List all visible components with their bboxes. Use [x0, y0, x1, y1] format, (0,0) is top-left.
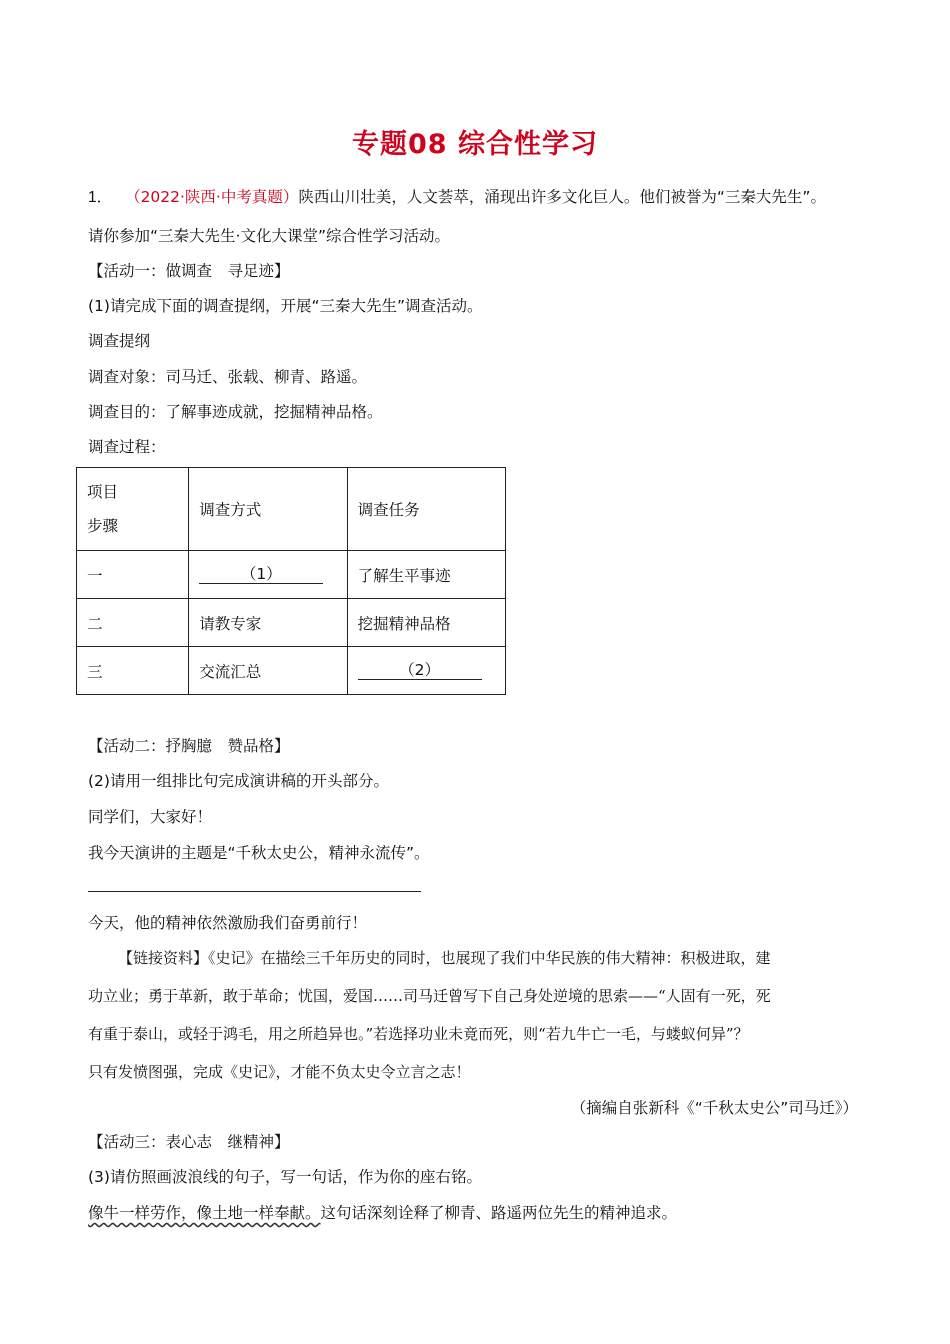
question-source: （2022·陕西·中考真题） — [125, 188, 299, 206]
page-title: 专题08 综合性学习 — [352, 129, 598, 160]
survey-targets: 调查对象：司马迁、张载、柳青、路遥。 — [88, 368, 368, 386]
table-row — [77, 599, 506, 647]
answer-blank-2[interactable]: （2） — [358, 661, 482, 680]
motto-example — [88, 1203, 677, 1223]
activity2-task: (2)请用一组排比句完成演讲稿的开头部分。 — [88, 772, 389, 790]
header-item: 项目 — [87, 483, 119, 501]
link-line-4: 只有发愤图强，完成《史记》，才能不负太史令立言之志！ — [88, 1063, 471, 1081]
row1-step: 一 — [77, 551, 189, 599]
activity1-task: (1)请完成下面的调查提纲，开展“三秦大先生”调查活动。 — [88, 297, 483, 315]
row1-method-cell — [189, 551, 347, 599]
question-intro-2: 请你参加“三秦大先生·文化大课堂”综合性学习活动。 — [88, 227, 450, 245]
header-method: 调查方式 — [189, 468, 347, 551]
question-number: 1． — [88, 189, 113, 206]
table-row — [77, 551, 506, 599]
question-intro-1: 陕西山川壮美，人文荟萃，涌现出许多文化巨人。他们被誉为“三秦大先生”。 — [298, 188, 826, 206]
link-line-2: 功立业；勇于革新，敢于革命；忧国，爱国……司马迁曾写下自己身处逆境的思索——“人固有一死，死 — [88, 987, 771, 1005]
survey-table — [76, 467, 506, 695]
link-line-1: 【链接资料】《史记》在描绘三千年历史的同时，也展现了我们中华民族的伟大精神：积极进取，建 — [118, 949, 771, 967]
header-step: 步骤 — [87, 517, 119, 535]
link-line-3: 有重于泰山，或轻于鸿毛，用之所趋异也。”若选择功业未竟而死，则“若九牛亡一毛，与蝼蚁何异”？ — [88, 1025, 749, 1043]
header-task: 调查任务 — [347, 468, 505, 551]
table-header-corner — [77, 468, 189, 551]
activity3-heading: 【活动三：表心志 继精神】 — [88, 1133, 290, 1151]
row2-method: 请教专家 — [189, 599, 347, 647]
activity3-task: (3)请仿照画波浪线的句子，写一句话，作为你的座右铭。 — [88, 1168, 482, 1186]
row1-task: 了解生平事迹 — [347, 551, 505, 599]
row3-method: 交流汇总 — [189, 647, 347, 695]
outline-title: 调查提纲 — [88, 332, 151, 350]
answer-blank-1[interactable]: （1） — [199, 565, 323, 584]
question-line — [88, 187, 826, 208]
table-header-row — [77, 468, 506, 551]
row3-step: 三 — [77, 647, 189, 695]
link-source: （摘编自张新科《“千秋太史公”司马迁》） — [570, 1099, 858, 1117]
row3-task-cell — [347, 647, 505, 695]
activity2-heading: 【活动二：抒胸臆 赞品格】 — [88, 737, 290, 755]
activity1-heading: 【活动一：做调查 寻足迹】 — [88, 262, 290, 280]
speech-theme: 我今天演讲的主题是“千秋太史公，精神永流传”。 — [88, 844, 430, 862]
table-row — [77, 647, 506, 695]
row2-task: 挖掘精神品格 — [347, 599, 505, 647]
survey-process: 调查过程： — [88, 438, 166, 456]
survey-purpose: 调查目的：了解事迹成就，挖掘精神品格。 — [88, 403, 383, 421]
row2-step: 二 — [77, 599, 189, 647]
speech-closing: 今天，他的精神依然激励我们奋勇前行！ — [88, 914, 368, 932]
motto-rest: 这句话深刻诠释了柳青、路遥两位先生的精神追求。 — [320, 1204, 678, 1222]
wavy-sentence: 像牛一样劳作，像土地一样奉献。 — [88, 1204, 321, 1222]
answer-line[interactable] — [88, 891, 421, 892]
greeting: 同学们，大家好！ — [88, 808, 213, 826]
